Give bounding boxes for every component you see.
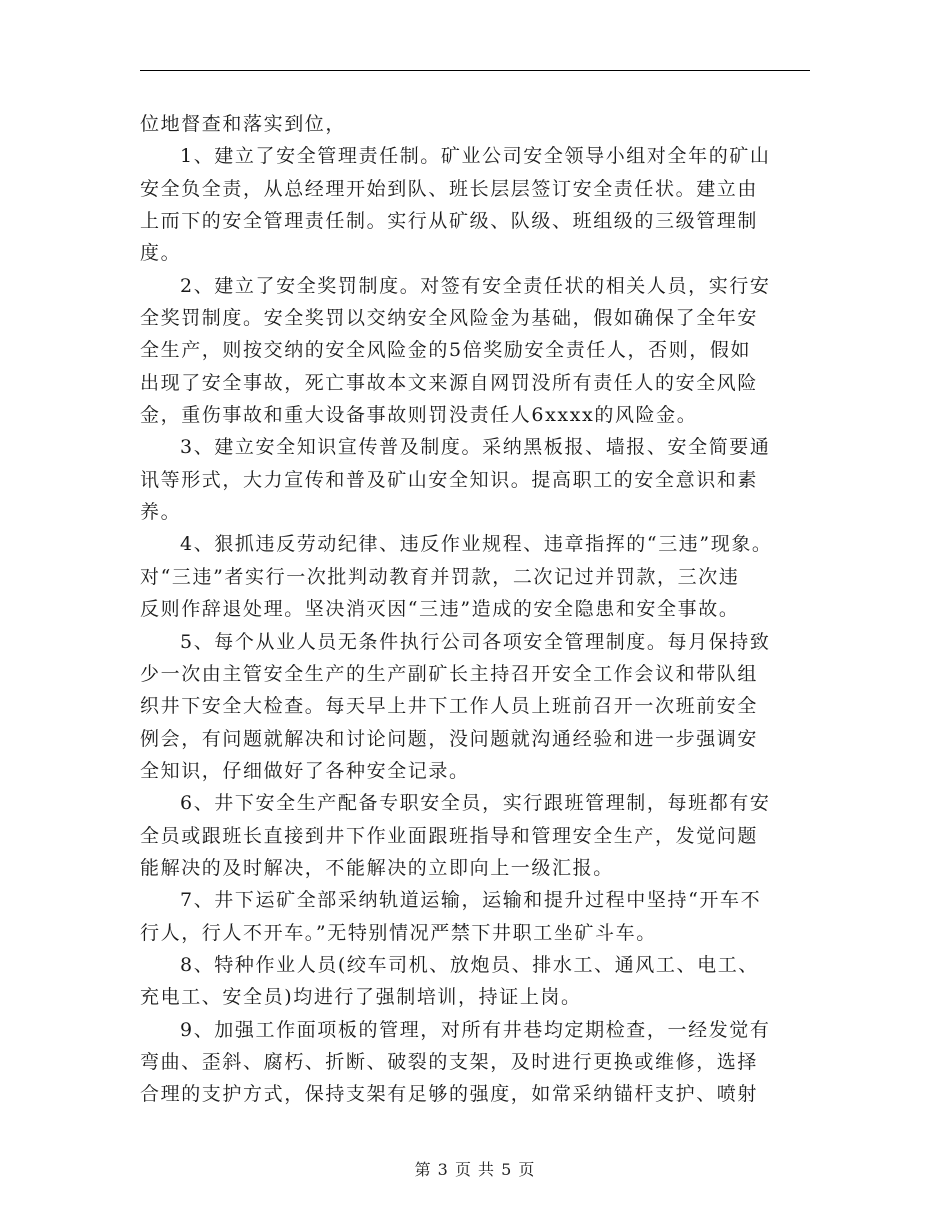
- text-line: 合理的支护方式，保持支架有足够的强度，如常采纳锚杆支护、喷射: [140, 1083, 759, 1106]
- text-line: 4、狠抓违反劳动纪律、违反作业规程、违章指挥的“三违”现象。: [180, 533, 773, 556]
- text-line: 少一次由主管安全生产的生产副矿长主持召开安全工作会议和带队组: [140, 662, 759, 685]
- text-line: 行人，行人不开车。”无特别情况严禁下井职工坐矿斗车。: [140, 921, 657, 944]
- text-line: 对“三违”者实行一次批判动教育并罚款，二次记过并罚款，三次违: [140, 565, 740, 588]
- text-line: 全生产，则按交纳的安全风险金的5倍奖励安全责任人，否则，假如: [140, 339, 752, 362]
- text-line: 7、井下运矿全部采纳轨道运输，运输和提升过程中坚持“开车不: [180, 889, 762, 912]
- text-line: 5、每个从业人员无条件执行公司各项安全管理制度。每月保持致: [180, 630, 771, 653]
- text-line: 弯曲、歪斜、腐朽、折断、破裂的支架，及时进行更换或维修，选择: [140, 1050, 759, 1073]
- text-line: 例会，有问题就解决和讨论问题，没问题就沟通经验和进一步强调安: [140, 727, 759, 750]
- text-line: 金，重伤事故和重大设备事故则罚没责任人6xxxx的风险金。: [140, 404, 698, 427]
- header-rule: [140, 70, 810, 71]
- text-line: 反则作辞退处理。坚决消灭因“三违”造成的安全隐患和安全事故。: [140, 598, 740, 621]
- page-number: 第 3 页 共 5 页: [414, 1160, 536, 1179]
- text-line: 9、加强工作面项板的管理，对所有井巷均定期检查，一经发觉有: [180, 1018, 771, 1041]
- document-body: [140, 108, 820, 1111]
- text-line: 养。: [140, 501, 182, 524]
- text-line: 能解决的及时解决，不能解决的立即向上一级汇报。: [140, 856, 614, 879]
- text-line: 2、建立了安全奖罚制度。对签有安全责任状的相关人员，实行安: [180, 274, 771, 297]
- text-line: 全奖罚制度。安全奖罚以交纳安全风险金为基础，假如确保了全年安: [140, 307, 759, 330]
- text-line: 度。: [140, 242, 182, 265]
- text-line: 3、建立安全知识宣传普及制度。采纳黑板报、墙报、安全简要通: [180, 436, 771, 459]
- text-line: 8、特种作业人员(绞车司机、放炮员、排水工、通风工、电工、: [180, 953, 759, 976]
- text-line: 讯等形式，大力宣传和普及矿山安全知识。提高职工的安全意识和素: [140, 468, 759, 491]
- text-line: 出现了安全事故，死亡事故本文来源自网罚没所有责任人的安全风险: [140, 371, 759, 394]
- text-line: 全知识，仔细做好了各种安全记录。: [140, 759, 470, 782]
- text-line: 安全负全责，从总经理开始到队、班长层层签订安全责任状。建立由: [140, 177, 759, 200]
- text-line: 上而下的安全管理责任制。实行从矿级、队级、班组级的三级管理制: [140, 210, 759, 233]
- text-line: 充电工、安全员)均进行了强制培训，持证上岗。: [140, 986, 582, 1009]
- text-line: 织井下安全大检查。每天早上井下工作人员上班前召开一次班前安全: [140, 695, 759, 718]
- text-line: 6、井下安全生产配备专职安全员，实行跟班管理制，每班都有安: [180, 792, 771, 815]
- text-line: 位地督查和落实到位，: [140, 113, 347, 135]
- text-line: 全员或跟班长直接到井下作业面跟班指导和管理安全生产，发觉问题: [140, 824, 759, 847]
- text-line: 1、建立了安全管理责任制。矿业公司安全领导小组对全年的矿山: [180, 145, 771, 168]
